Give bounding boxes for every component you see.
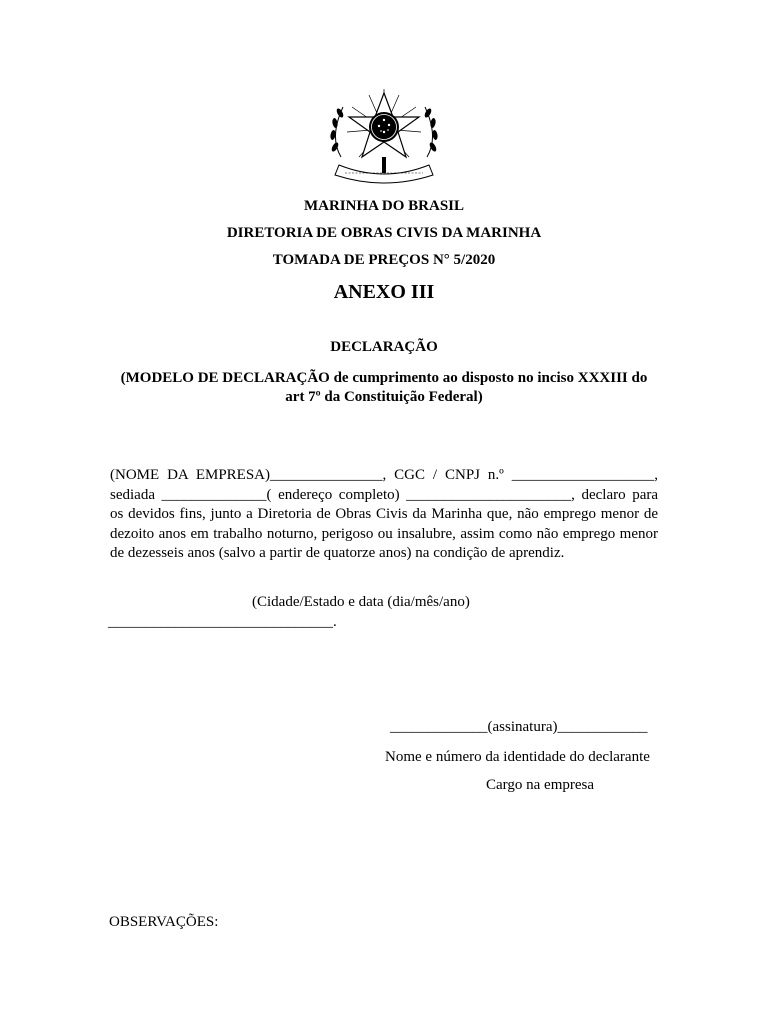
place-date-line: ______________________________. (108, 614, 337, 630)
declaration-paragraph: (NOME DA EMPRESA)_______________, CGC / CNPJ n.º ___________________, sediada ______________( endereço completo) ______________________, declaro para os devidos fins, junto a Diretoria de Obras Civis da Marinha que, não emprego menor de dezoito anos em trabalho noturno, perigoso ou insalubre, assim como não emprego menor de dezesseis anos (salvo a partir de quatorze anos) na condição de aprendiz. (110, 467, 658, 561)
place-date-label: (Cidade/Estado e data (dia/mês/ano) (252, 594, 470, 610)
signer-role: Cargo na empresa (486, 777, 595, 793)
annex-title: ANEXO III (333, 281, 435, 303)
tender-heading: TOMADA DE PREÇOS N° 5/2020 (272, 252, 496, 268)
org-heading: MARINHA DO BRASIL (303, 198, 465, 214)
brazil-coat-of-arms-seal (321, 87, 447, 191)
declaration-subtitle-line-1: (MODELO DE DECLARAÇÃO de cumprimento ao disposto no inciso XXXIII do (120, 370, 648, 386)
signer-name-id: Nome e número da identidade do declarante (385, 749, 650, 765)
declaration-subtitle-line-2: art 7º da Constituição Federal) (285, 389, 483, 405)
observations-label: OBSERVAÇÕES: (109, 914, 219, 930)
directorate-heading: DIRETORIA DE OBRAS CIVIS DA MARINHA (226, 225, 542, 241)
declaration-subtitle (100, 369, 668, 407)
signature-line: _____________(assinatura)____________ (390, 719, 648, 735)
declaration-title: DECLARAÇÃO (330, 339, 438, 355)
